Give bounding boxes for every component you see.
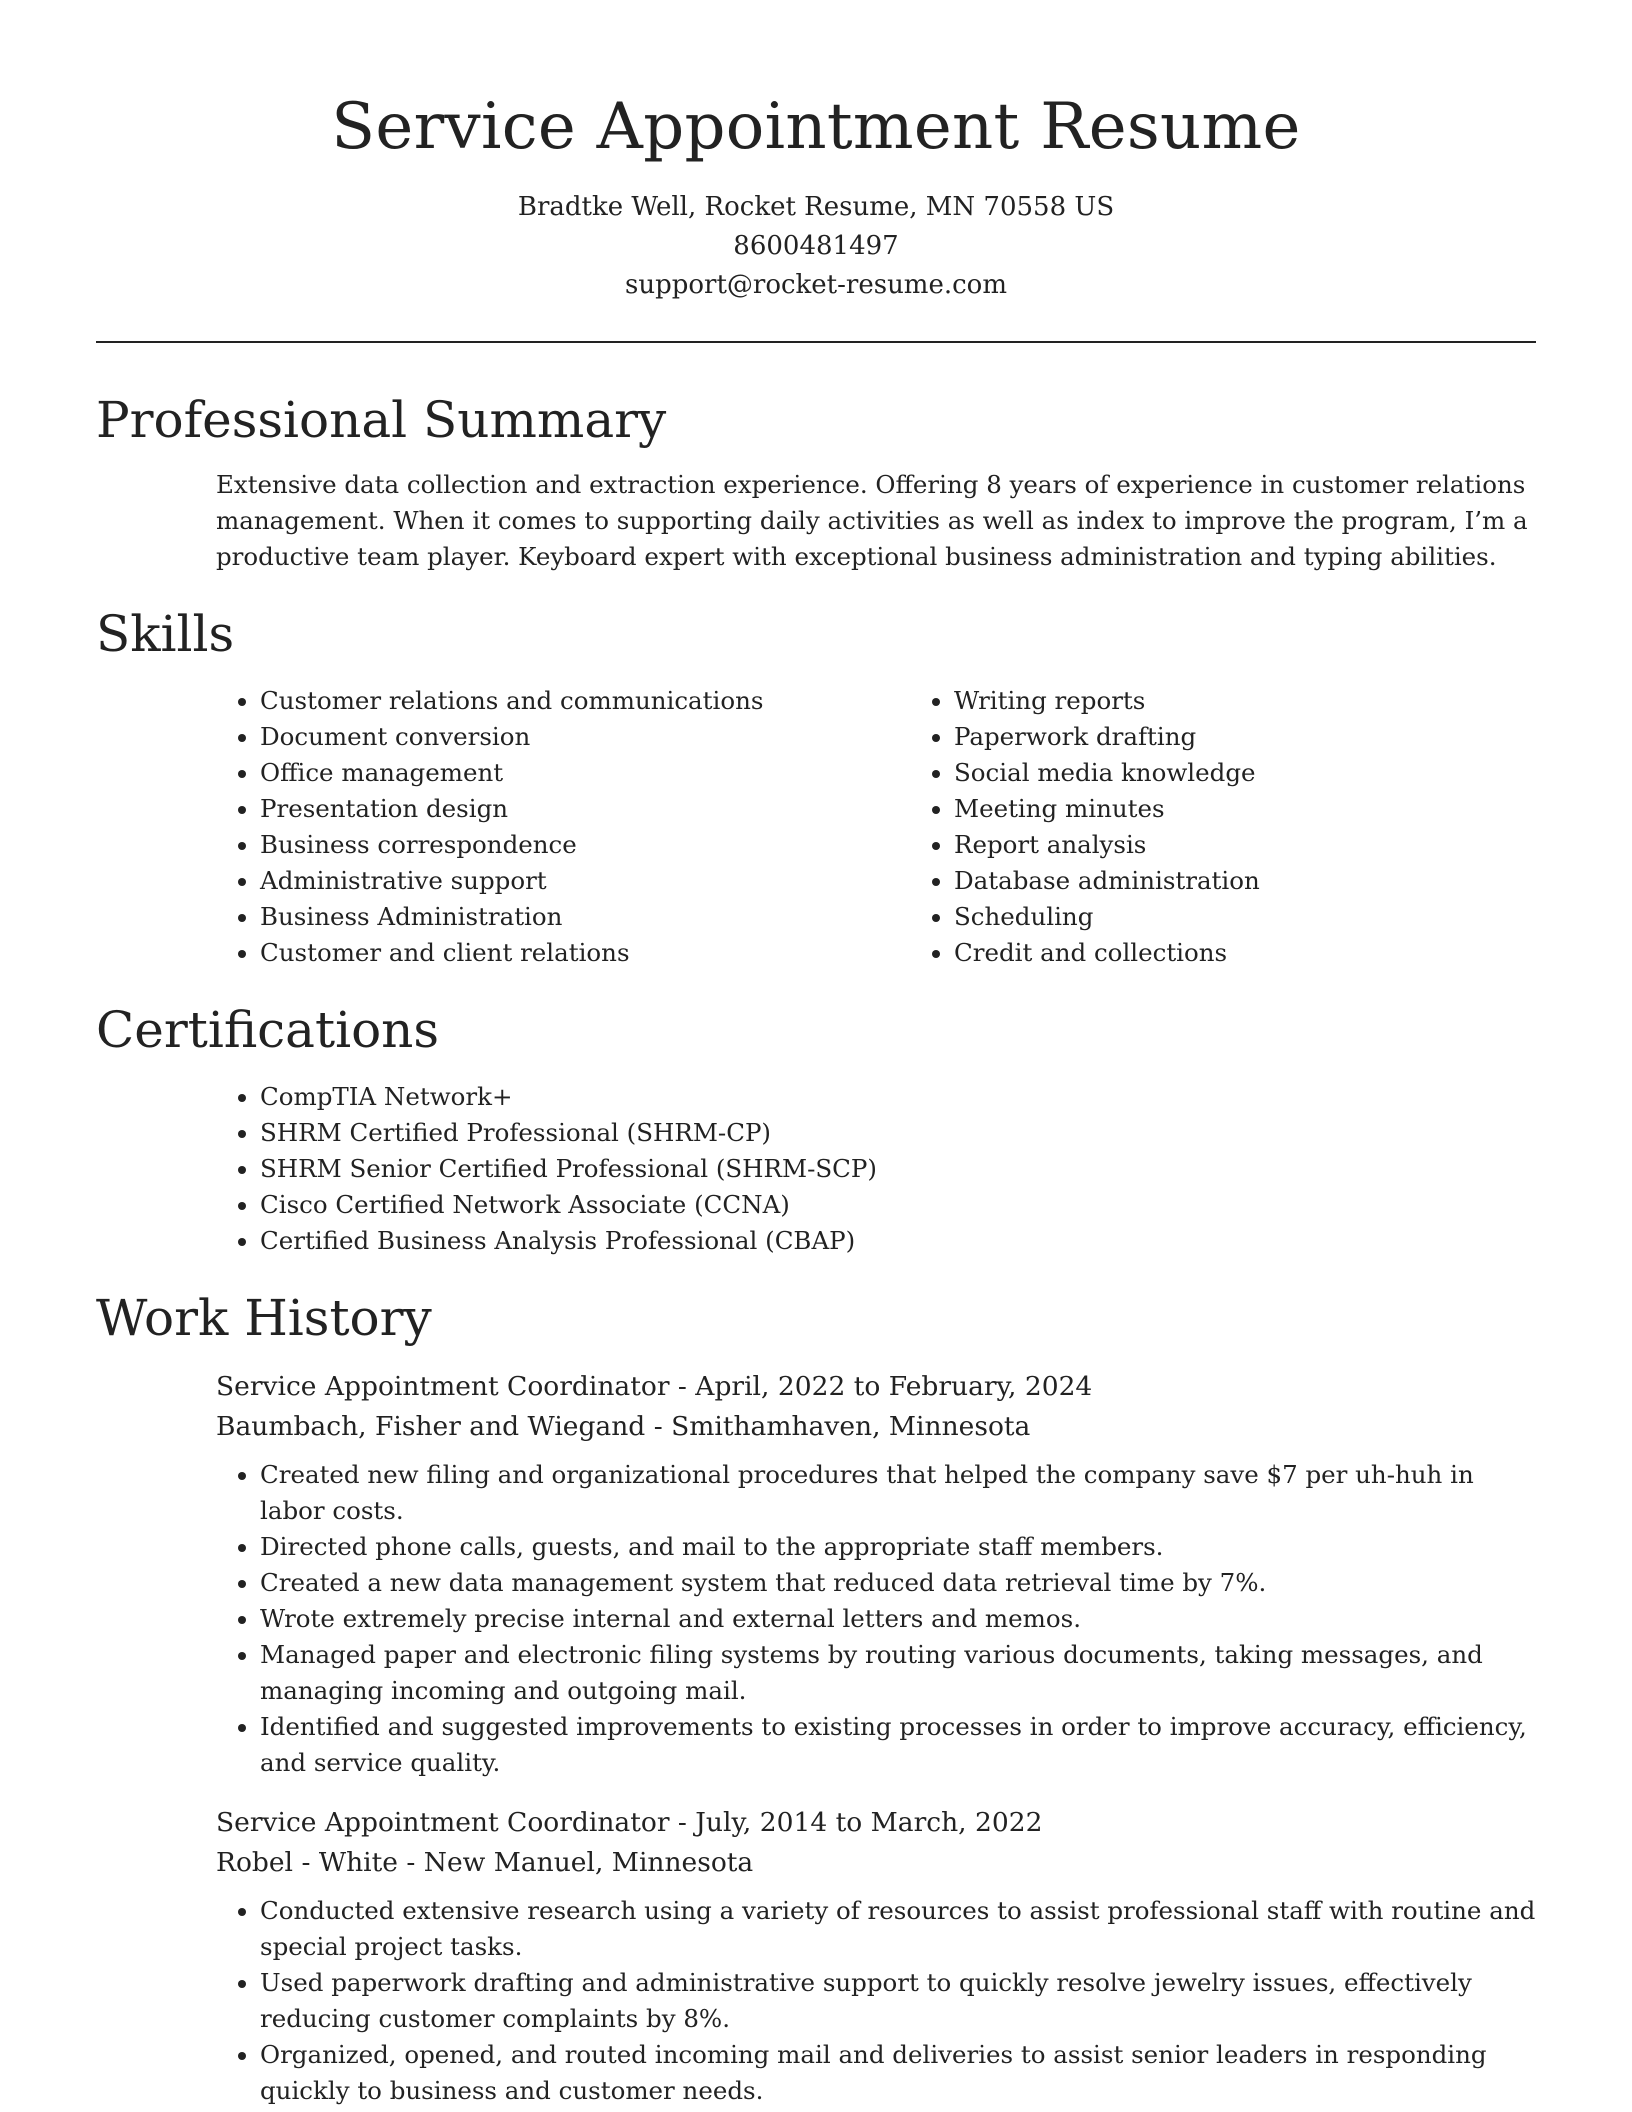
job-bullet: • Directed phone calls, guests, and mail to the appropriate staff members.	[260, 1529, 1536, 1565]
certification-item: • Cisco Certified Network Associate (CCNA)	[260, 1187, 1536, 1223]
job-title: Service Appointment Coordinator	[216, 1807, 670, 1838]
certification-item: • Certified Business Analysis Professional (CBAP)	[260, 1223, 1536, 1259]
skill-item: • Writing reports	[954, 683, 1536, 719]
skill-item: • Administrative support	[260, 863, 866, 899]
job-bullet: • Identified and suggested improvements to existing processes in order to improve accuracy, efficiency, and service quality.	[260, 1709, 1536, 1781]
job-company-line	[216, 1407, 1536, 1447]
job-bullet: • Conducted extensive research using a variety of resources to assist professional staff with routine and special project tasks.	[260, 1893, 1536, 1965]
job-entry	[216, 1803, 1536, 2109]
skills-list-left	[216, 683, 866, 971]
certifications-heading: Certifications	[96, 1001, 440, 1059]
summary-heading: Professional Summary	[96, 391, 667, 449]
phone: 8600481497	[733, 231, 899, 261]
job-dates: - April, 2022 to February, 2024	[669, 1371, 1093, 1402]
skill-item: • Meeting minutes	[954, 791, 1536, 827]
certifications-list	[216, 1079, 1536, 1259]
skill-item: • Business correspondence	[260, 827, 866, 863]
skills-list-right	[910, 683, 1536, 971]
skill-item: • Paperwork drafting	[954, 719, 1536, 755]
skill-item: • Report analysis	[954, 827, 1536, 863]
skill-item: • Presentation design	[260, 791, 866, 827]
job-bullet: • Wrote extremely precise internal and external letters and memos.	[260, 1601, 1536, 1637]
skills-grid	[216, 683, 1536, 971]
skill-item: • Business Administration	[260, 899, 866, 935]
skills-heading: Skills	[96, 605, 235, 663]
certifications-ul	[216, 1079, 1536, 1259]
job-company: Baumbach, Fisher and Wiegand	[216, 1411, 646, 1442]
skills-column-right	[866, 683, 1536, 971]
skills-column-left	[216, 683, 866, 971]
job-company: Robel - White	[216, 1847, 398, 1878]
job-bullet: • Created new filing and organizational procedures that helped the company save $7 per uh-huh in labor costs.	[260, 1457, 1536, 1529]
skill-item: • Credit and collections	[954, 935, 1536, 971]
job-location: - New Manuel, Minnesota	[397, 1847, 754, 1878]
address: Bradtke Well, Rocket Resume, MN 70558 US	[517, 192, 1115, 222]
job-dates: - July, 2014 to March, 2022	[669, 1807, 1043, 1838]
job-title-line	[216, 1803, 1536, 1843]
resume-page	[96, 0, 1536, 2109]
skill-item: • Customer and client relations	[260, 935, 866, 971]
job-bullet: • Created a new data management system that reduced data retrieval time by 7%.	[260, 1565, 1536, 1601]
skill-item: • Customer relations and communications	[260, 683, 866, 719]
certification-item: • SHRM Senior Certified Professional (SHRM-SCP)	[260, 1151, 1536, 1187]
job-bullet: • Organized, opened, and routed incoming mail and deliveries to assist senior leaders in responding quickly to business and customer needs.	[260, 2037, 1536, 2109]
summary-text: Extensive data collection and extraction experience. Offering 8 years of experience in customer relations management. When it comes to supporting daily activities as well as index to improve the program, I’m a productive team player. Keyboard expert with exceptional business administration and typing abilities.	[216, 470, 1528, 571]
contact-block	[96, 188, 1536, 305]
work-history-heading: Work History	[96, 1289, 432, 1347]
header-divider	[96, 341, 1536, 343]
skill-item: • Office management	[260, 755, 866, 791]
job-bullet: • Managed paper and electronic filing systems by routing various documents, taking messages, and managing incoming and outgoing mail.	[260, 1637, 1536, 1709]
job-company-line	[216, 1843, 1536, 1883]
resume-title: Service Appointment Resume	[331, 90, 1301, 164]
skill-item: • Scheduling	[954, 899, 1536, 935]
job-title: Service Appointment Coordinator	[216, 1371, 670, 1402]
job-title-line	[216, 1367, 1536, 1407]
certification-item: • CompTIA Network+	[260, 1079, 1536, 1115]
job-bullets	[216, 1457, 1536, 1781]
skill-item: • Social media knowledge	[954, 755, 1536, 791]
email: support@rocket-resume.com	[624, 270, 1007, 300]
job-entry	[216, 1367, 1536, 1781]
job-location: - Smithamhaven, Minnesota	[645, 1411, 1031, 1442]
certification-item: • SHRM Certified Professional (SHRM-CP)	[260, 1115, 1536, 1151]
skill-item: • Document conversion	[260, 719, 866, 755]
job-bullet: • Used paperwork drafting and administrative support to quickly resolve jewelry issues, effectively reducing customer complaints by 8%.	[260, 1965, 1536, 2037]
job-bullets	[216, 1893, 1536, 2109]
skill-item: • Database administration	[954, 863, 1536, 899]
